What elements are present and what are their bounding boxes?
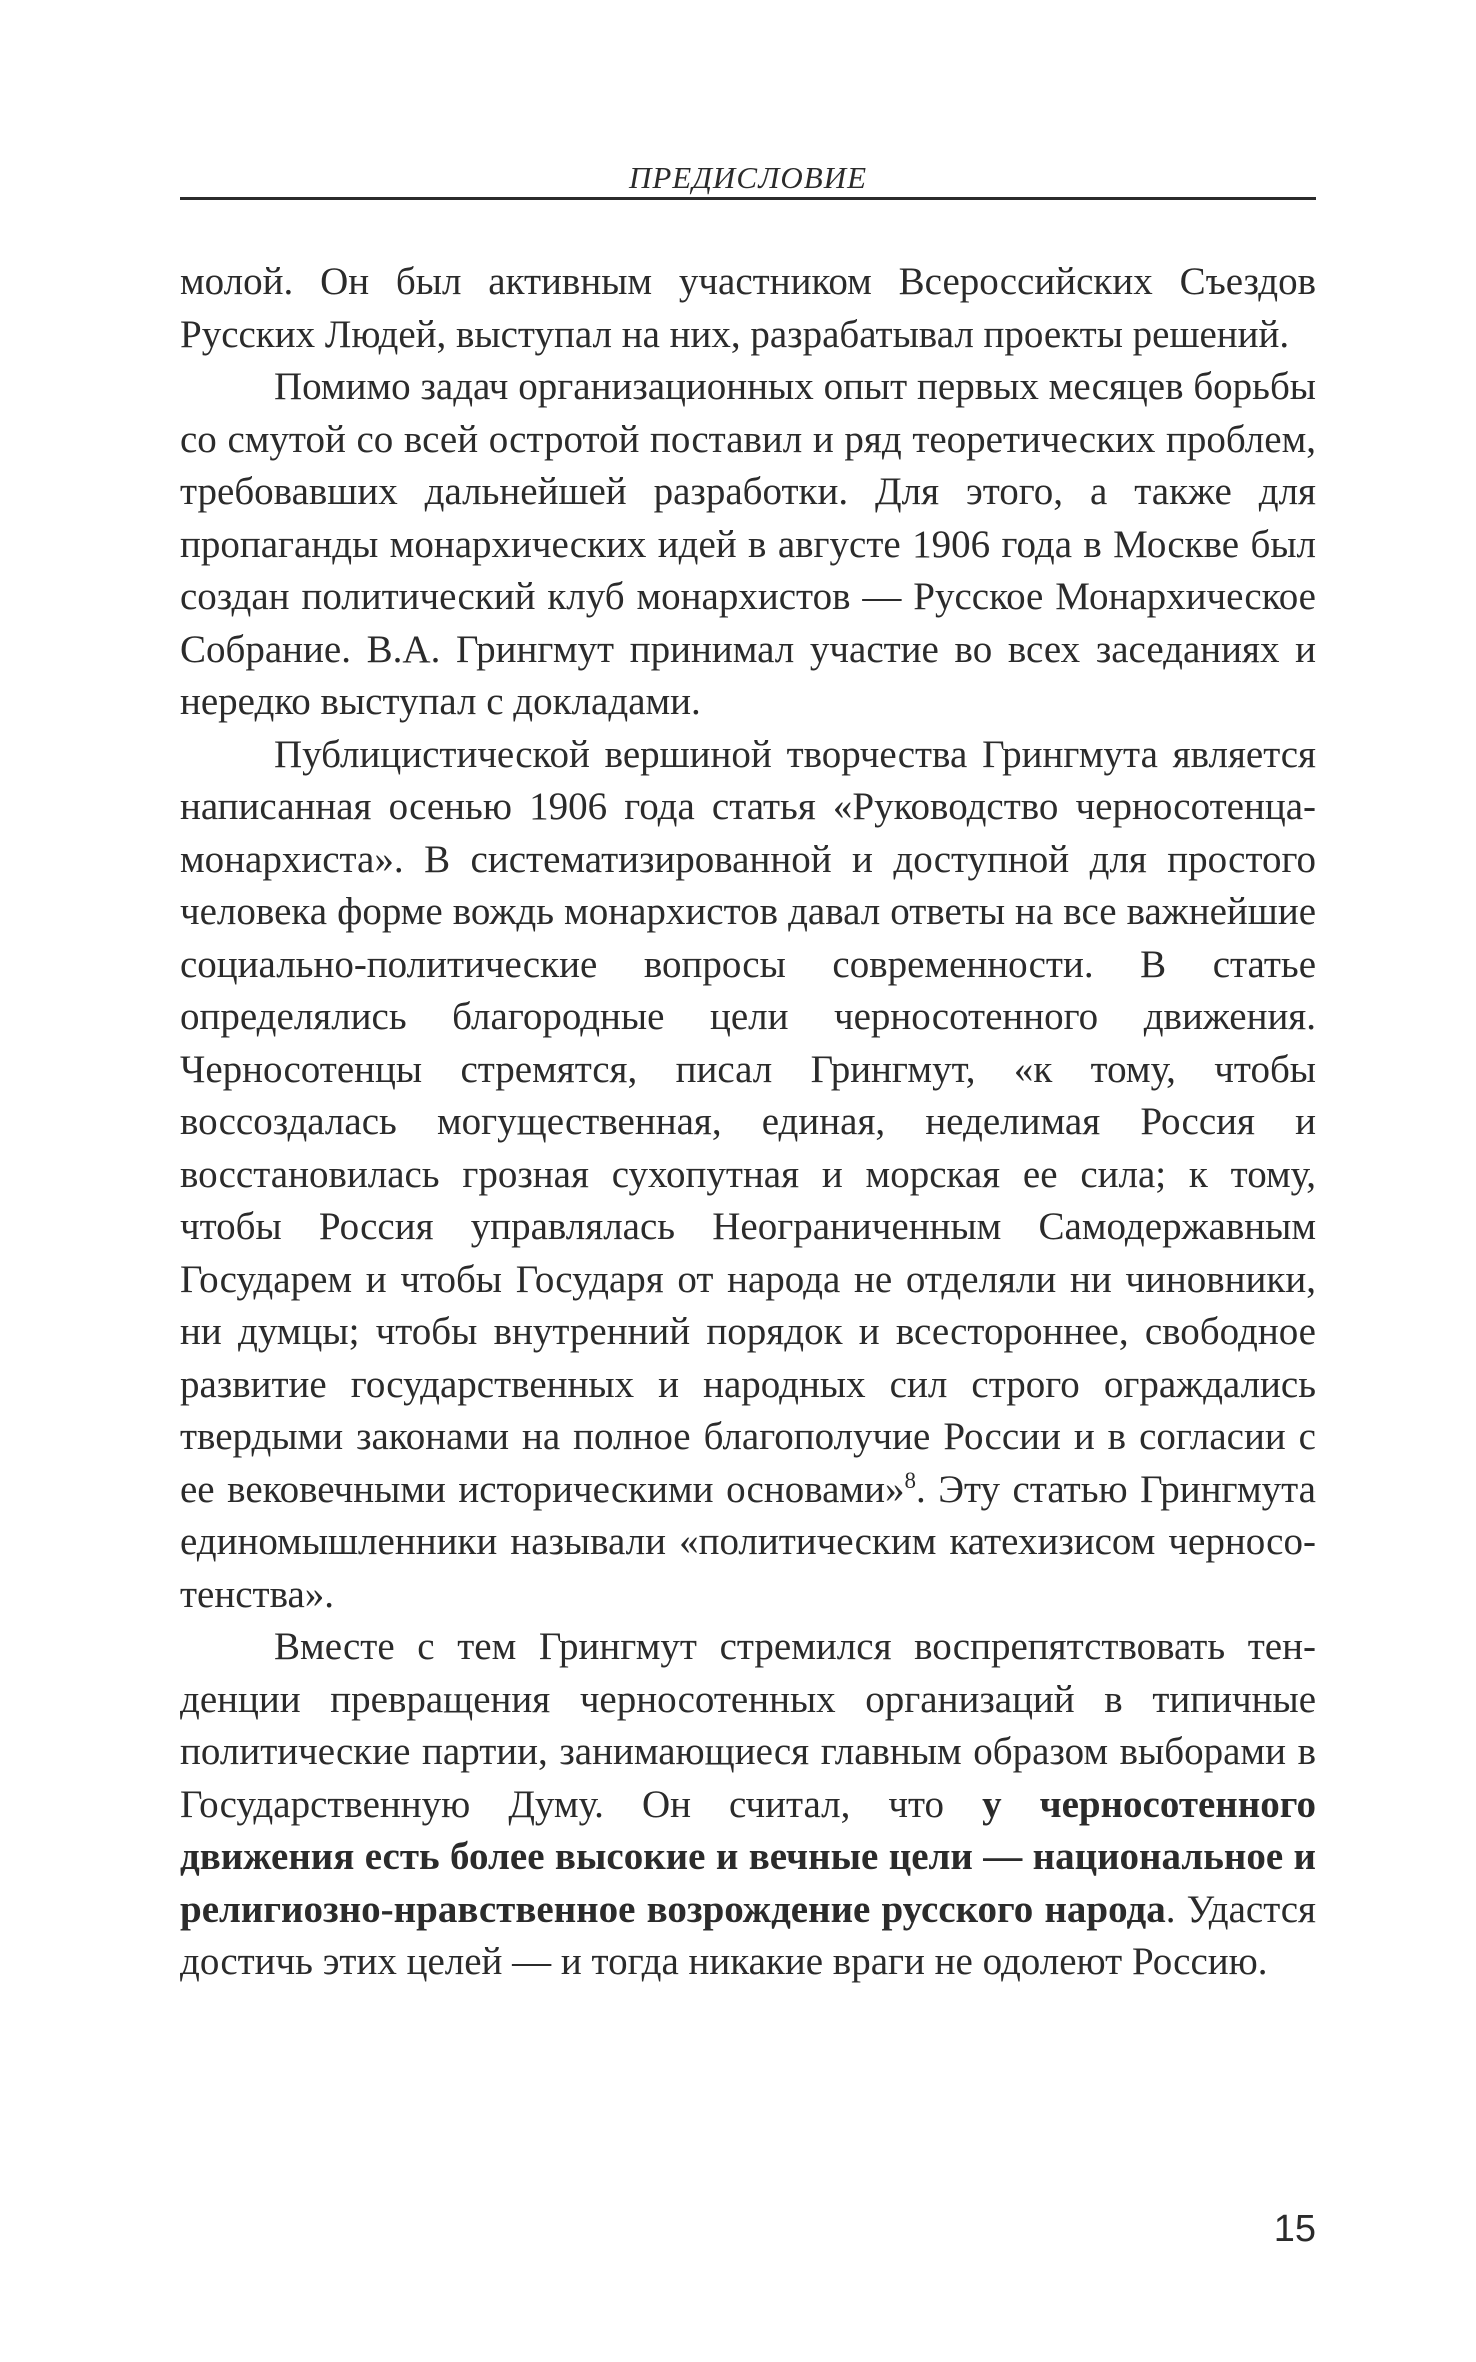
paragraph-4 <box>180 1621 1316 1989</box>
paragraph-4-bold-emphasis: у черносотенного движения есть более высокие и вечные цели — национальное и религиозно-нравственное возрождение русского народа <box>180 1782 1316 1931</box>
paragraph-3-text-before-note: Публицистической вершиной творчества Грингмута является написанная осенью 1906 года статья «Руководство черносотенца-монархиста». В систематизированной и доступной для простого человека форме вождь монархистов давал ответы на все важнейшие социально-политические вопросы современности. В статье определялись благородные цели черносотенного движения. Черносотенцы стремятся, писал Грингмут, «к тому, чтобы воссоздалась могущественная, единая, неделимая Россия и восстановилась грозная сухопутная и морская ее сила; к тому, чтобы Россия управлялась Неограниченным Самодержавным Государем и чтобы Государя от народа не отделяли ни чиновники, ни думцы; чтобы внутренний порядок и всестороннее, свободное развитие государственных и народных сил строго ограждались твердыми законами на полное благополучие России и в согласии с ее вековечными историческими основами» <box>180 732 1316 1511</box>
footnote-ref[interactable]: 8 <box>904 1467 916 1493</box>
header-rule <box>180 197 1316 200</box>
page-number: 15 <box>1273 2208 1316 2250</box>
paragraph-2: Помимо задач организационных опыт первых месяцев борьбы со смутой со всей остротой поставил и ряд теоретических проблем, требовавших дальнейшей разработки. Для этого, а также для пропаганды монархических идей в августе 1906 года в Москве был создан политический клуб монархистов — Русское Монархическое Собрание. В.А. Грингмут принимал участие во всех заседаниях и нередко выступал с докладами. <box>180 365 1316 723</box>
paragraph-3 <box>180 729 1316 1622</box>
running-header: ПРЕДИСЛОВИЕ <box>628 160 868 195</box>
paragraph-1: молой. Он был активным участником Всероссийских Съездов Русских Людей, выступал на них, разрабатывал проекты решений. <box>180 260 1316 356</box>
paragraph-4-text-after-bold: . Удастся достичь этих целей — и тогда никакие враги не одолеют Россию. <box>180 1887 1316 1983</box>
paragraph-4-text-before-bold: Вместе с тем Грингмут стремился воспрепятствовать тенденции превращения черносотенных организаций в типичные политические партии, занимающиеся главным образом выборами в Государственную Думу. Он считал, что <box>180 1625 1316 1826</box>
body-text <box>180 256 1316 1989</box>
paragraph-3-text-after-note: . Эту статью Грингмута единомышленники называли «политическим катехизисом черносотенства». <box>180 1467 1316 1616</box>
